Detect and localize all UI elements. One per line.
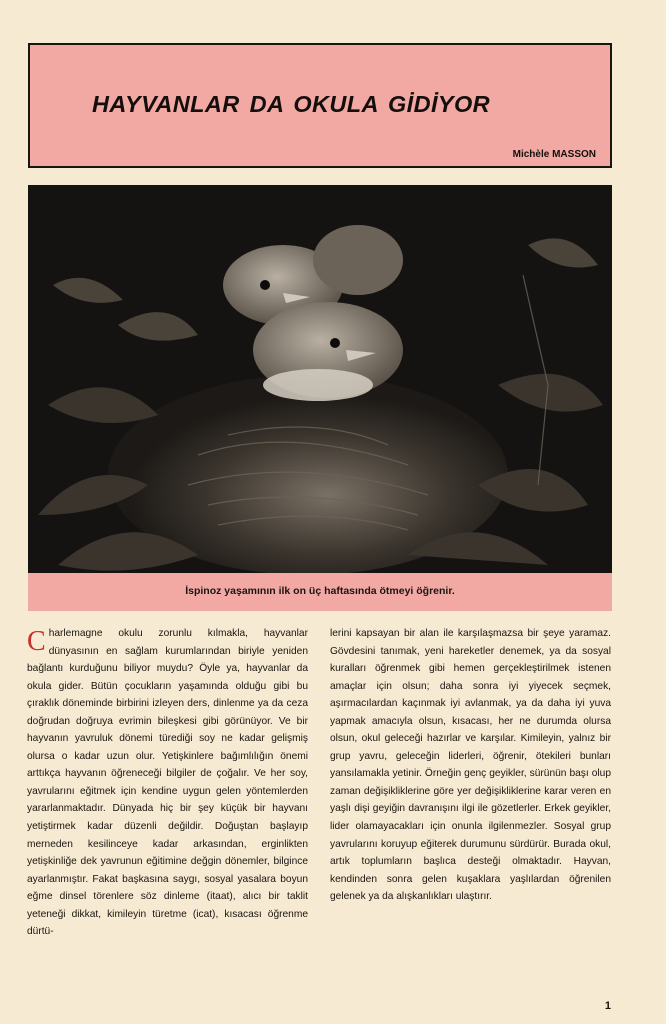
page-number: 1 [604,1000,611,1012]
article-title: HAYVANLAR DA OKULA GİDİYOR [92,91,491,117]
photo-caption: İspinoz yaşamının ilk on üç haftasında ötmeyi öğrenir. [185,585,455,597]
body-column-left: Charlemagne okulu zorunlu kılmakla, hayvanlar dünyasının en sağlam kurumlarından biriyle yeniden bağlantı kurduğunu biliyor muydu? Öyle ya, hayvanlar da okula gider. Bütün çocukların yaşamında olduğu gibi bu çıraklık döneminde birbirini izleyen ders, dinlenme ya da ceza doğrudan doğruya evrimin bileşkesi gibi görünüyor. Ve bir hayvanın yavruluk dönemi türediği soy ne kadar gelişmiş olursa o kadar uzun olur. Yetişkinlere bağımlılığın önemi arttıkça hayvanın öğreneceği bilgiler de çoğalır. Ve her soy, yavrularını eğitmek için kendine uygun gelen yöntemlerden yararlanmaktadır. Dünyada hiç bir şey küçük bir hayvanı yetiştirmek kadar düzenli değildir. Doğuştan başlayıp merneden kesilinceye kadar arkasından, erginlikten yetişkinliğe dek yavrunun eğitimine değgin dönemler, bilgince ayarlanmıştır. Fakat başkasına saygı, sosyal yasalara boyun eğme dinsel törenlere söz dinleme (itaat), alıcı bir taklit yeteneği dikkat, kimileyin türetme (icat), kısacası öğrenme dürtü- [27,626,308,938]
title-box [28,43,612,168]
caption-strip [28,573,612,611]
nest-photo [28,185,612,573]
article-author: Michèle MASSON [512,149,596,160]
body-column-right: lerini kapsayan bir alan ile karşılaşmazsa bir şeye yaramaz. Gövdesini tanımak, yeni hareketler denemek, ya da sosyal kuralları öğrenmek gibi hemen gerçekleştirilmek istenen amaçlar için olsun; daha sonra iyi yiyecek seçmek, aşırmacılardan kaçınmak iyi avlanmak, ya da daha iyi yuva yapmak amacıyla olsun, kısacası, her ne durumda olursa olsun, okul geleceği hazırlar ve karşılar. Kimileyin, yalnız bir grup yavru, geleceğin liderleri, öğrenir, ötekileri bunları yansılamakla yetinir. Örneğin genç geyikler, sürünün başı olup zaman değişikliklerine göre yer değişikliklerine karar veren en yaşlı dişi geyiğin davranışını ilgi ile gözetlerler. Erkek geyikler, lider olamayacakları için onunla ilgilenmezler. Sosyal grup yavrularını koruyup eğiterek durumunu sürdürür. Burada okul, artık toplumların başlıca desteği olmaktadır. Hayvan, kendinden sonra gelen kuşaklara yaşlılardan öğrenilen gelenek ya da alışkanlıkları ulaştırır. [330,628,611,903]
